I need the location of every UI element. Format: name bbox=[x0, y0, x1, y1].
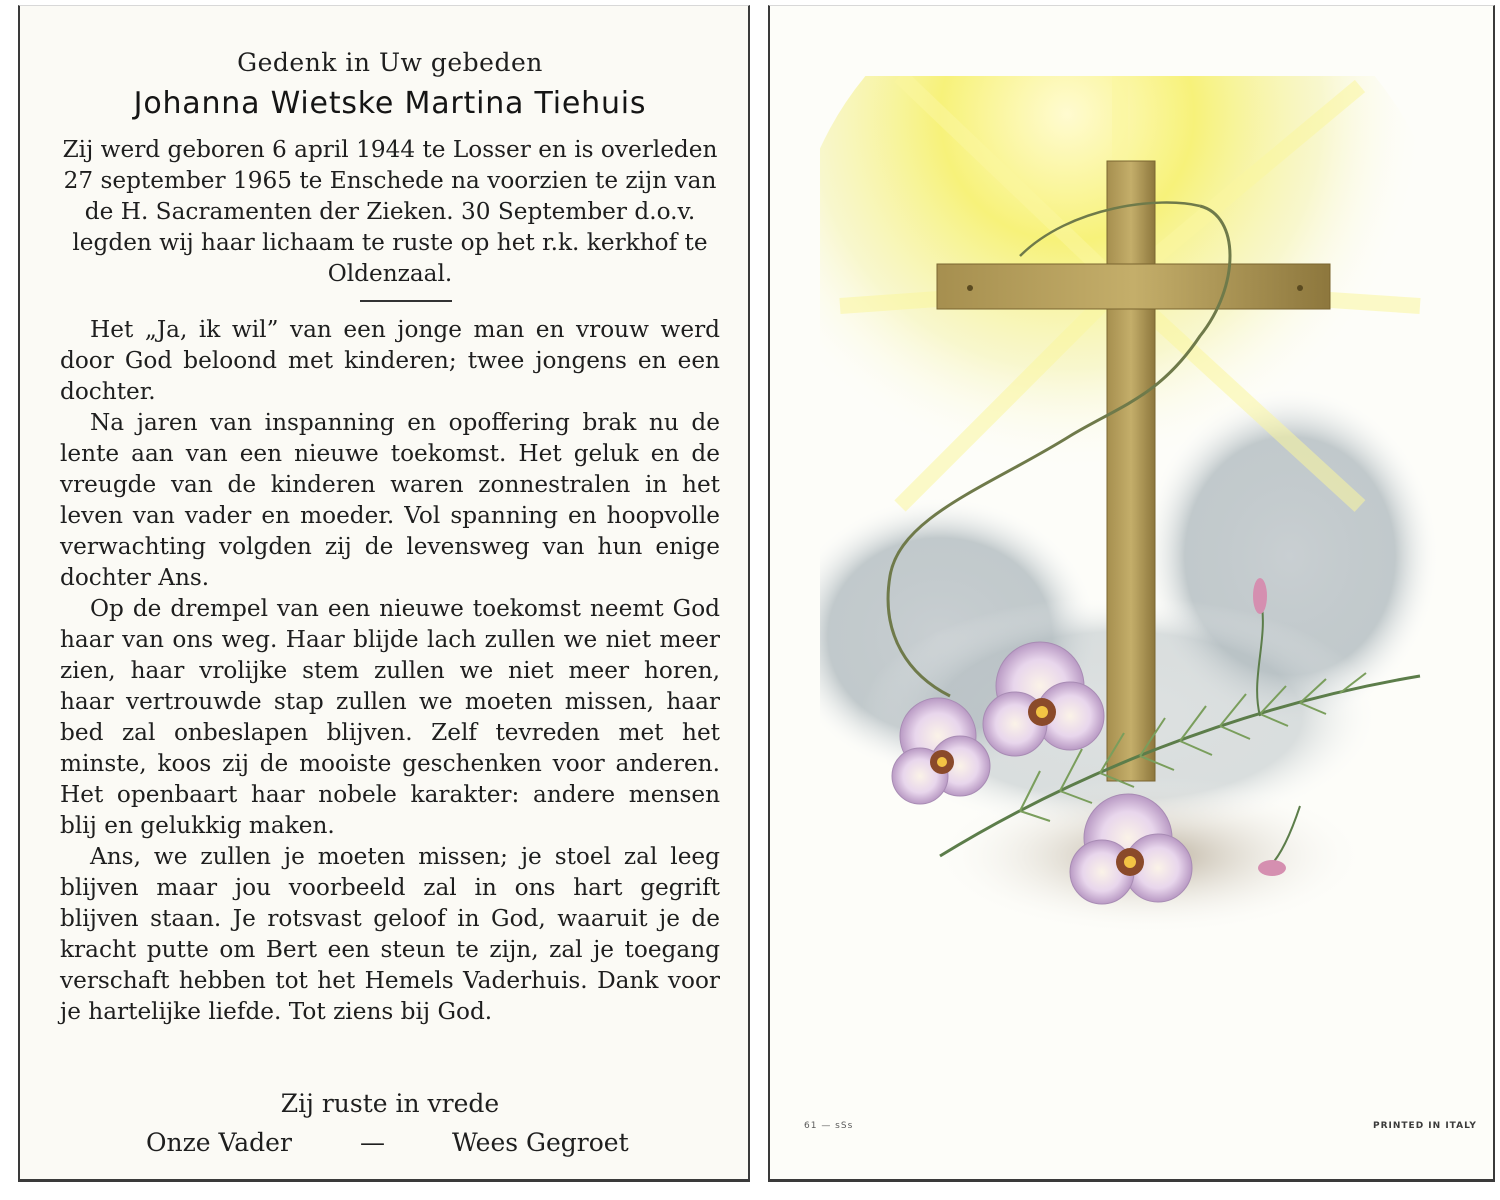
printer-code: 61 — sSs bbox=[804, 1121, 854, 1131]
flower-bud bbox=[1258, 860, 1286, 876]
intro-paragraph: Zij werd geboren 6 april 1944 te Losser en is overleden 27 september 1965 te Enschede na voorzien te zijn van de H. Sacramenten der Zieken. 30 September d.o.v. legden wij haar lichaam te ruste op het r.k. kerkhof te Oldenzaal. bbox=[62, 136, 718, 287]
devotional-image-card bbox=[768, 5, 1495, 1182]
nail-icon bbox=[1297, 285, 1303, 291]
cross-vertical-beam bbox=[1107, 161, 1155, 781]
nail-icon bbox=[967, 285, 973, 291]
paragraph: Het „Ja, ik wil” van een jonge man en vrouw werd door God beloond met kinderen; twee jongens en een dochter. bbox=[60, 316, 720, 405]
prayer-wees-gegroet: Wees Gegroet bbox=[452, 1128, 629, 1157]
prayer-onze-vader: Onze Vader bbox=[146, 1128, 292, 1157]
memorial-text-card bbox=[18, 5, 750, 1182]
paragraph: Na jaren van inspanning en opoffering brak nu de lente aan van een nieuwe toekomst. Het geluk en de vreugde van de kinderen waren zonnestralen in het leven van vader en moeder. Vol spanning en hoopvolle verwachting volgden zij de levensweg van hun enige dochter Ans. bbox=[60, 409, 720, 591]
flower-bud bbox=[1253, 578, 1267, 614]
closing-line: Zij ruste in vrede bbox=[280, 1089, 500, 1118]
deceased-name: Johanna Wietske Martina Tiehuis bbox=[133, 86, 647, 121]
cross-horizontal-beam bbox=[937, 264, 1330, 309]
cross-with-flowers-illustration bbox=[820, 76, 1460, 976]
paragraph: Op de drempel van een nieuwe toekomst neemt God haar van ons weg. Haar blijde lach zullen we niet meer zien, haar vrolijke stem zullen we niet meer horen, haar vertrouwde stap zullen we moeten missen, haar bed zal onbeslapen blijven. Zelf tevreden met het minste, koos zij de mooiste geschenken voor anderen. Het openbaart haar nobele karakter: andere mensen blij en gelukkig maken. bbox=[60, 595, 720, 839]
heading: Gedenk in Uw gebeden bbox=[237, 48, 543, 77]
prayer-separator: — bbox=[360, 1128, 385, 1157]
body-text bbox=[60, 314, 720, 1027]
divider bbox=[360, 300, 452, 302]
paragraph: Ans, we zullen je moeten missen; je stoel zal leeg blijven maar jou voorbeeld zal in ons hart gegrift blijven staan. Je rotsvast geloof in God, waaruit je de kracht putte om Bert een steun te zijn, zal je toegang verschaft hebben tot het Hemels Vaderhuis. Dank voor je hartelijke liefde. Tot ziens bij God. bbox=[60, 843, 720, 1025]
printed-in-italy: PRINTED IN ITALY bbox=[1373, 1121, 1477, 1131]
